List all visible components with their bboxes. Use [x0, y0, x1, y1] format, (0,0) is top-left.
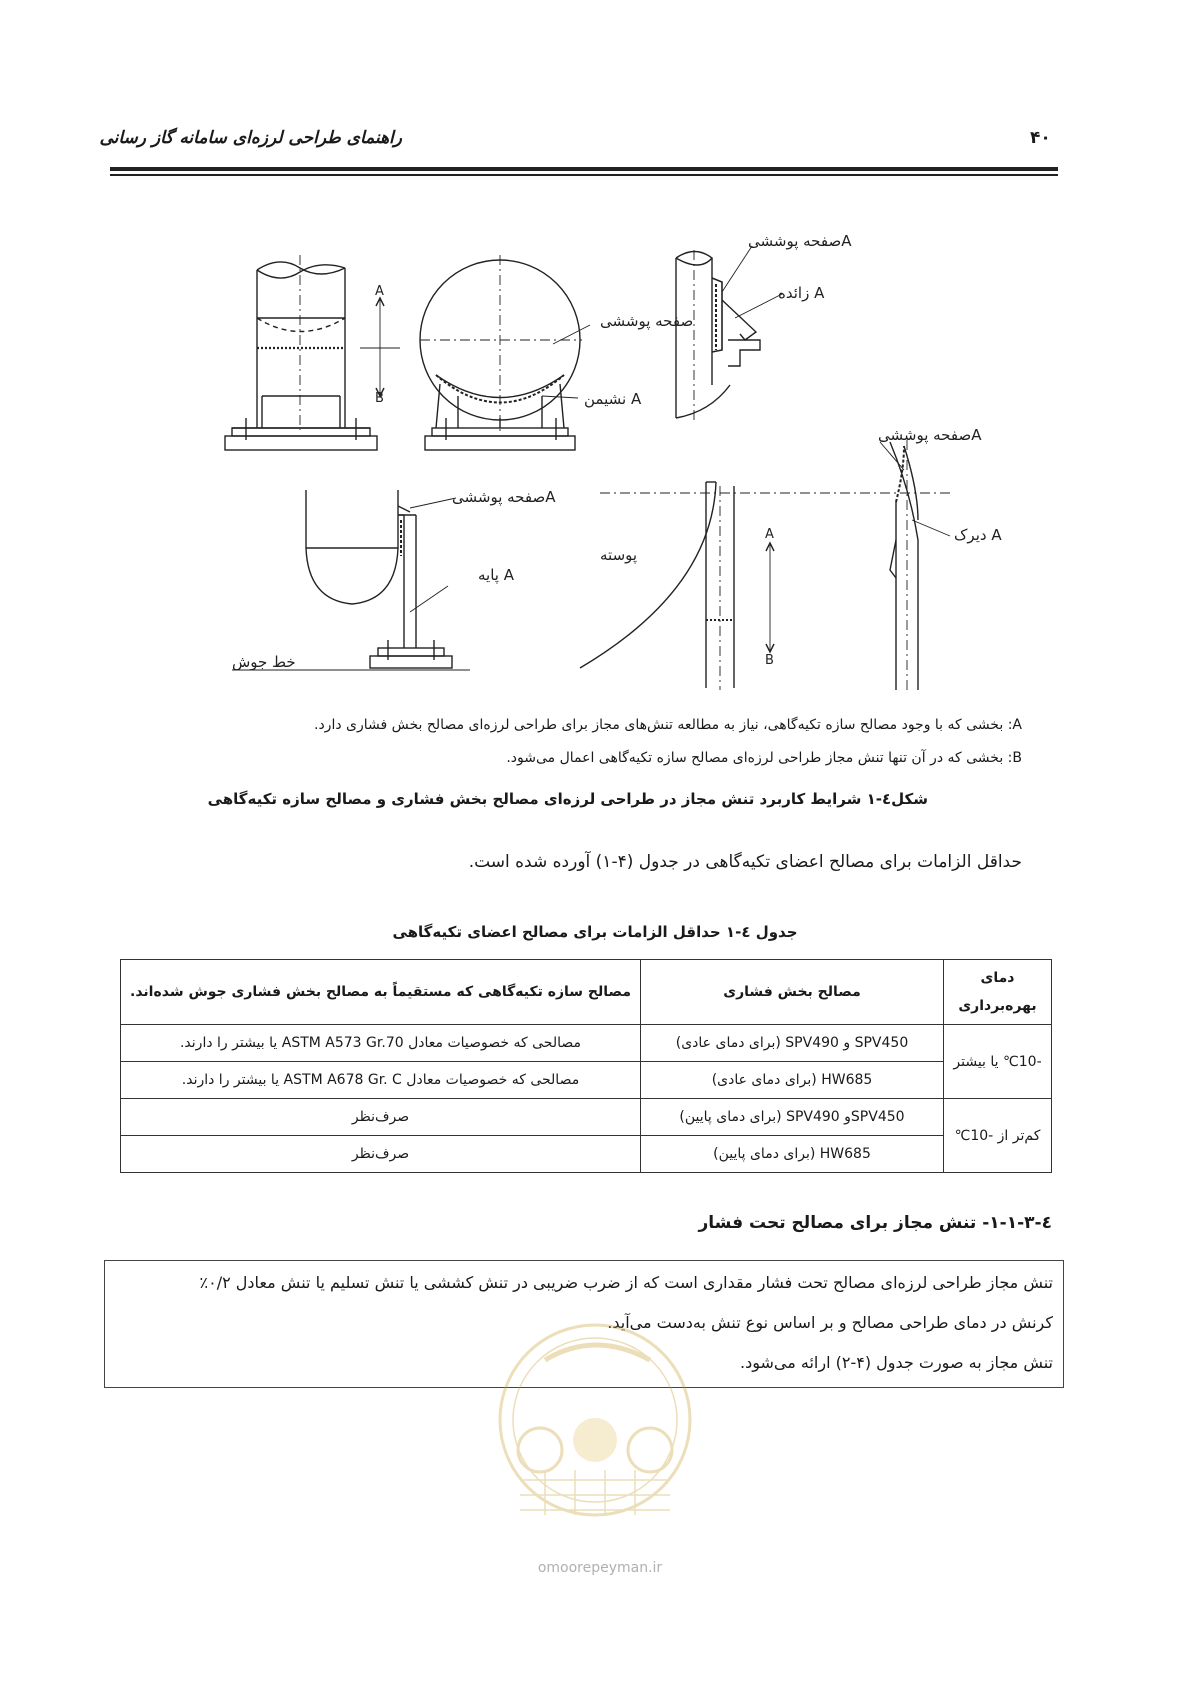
- figure-caption: شکل٤-١ شرایط کاربرد تنش مجاز در طراحی لرزه‌ای مصالح بخش فشاری و مصالح سازه تکیه‌گاهی: [207, 790, 928, 808]
- figure-label-cover-plate: صفحه پوششی: [600, 312, 694, 330]
- cell-support: صرف‌نظر: [121, 1136, 641, 1173]
- cell-pressure: SPV450و SPV490 (برای دمای پایین): [641, 1099, 944, 1136]
- figure-label-shell: پوسته: [600, 546, 638, 564]
- intro-paragraph: حداقل الزامات برای مصالح اعضای تکیه‌گاهی در جدول (۴-۱) آورده شده است.: [468, 852, 1022, 872]
- figure-label-b-1: B: [375, 391, 384, 406]
- figure-label-a-2: A: [765, 527, 774, 542]
- cell-support: صرف‌نظر: [121, 1099, 641, 1136]
- figure-note-b: B: بخشی که در آن تنها تنش مجاز طراحی لرزه‌ای مصالح سازه تکیه‌گاهی اعمال می‌شود.: [506, 750, 1022, 766]
- section-heading: ٤-٣-١-١- تنش مجاز برای مصالح تحت فشار: [698, 1213, 1052, 1233]
- cell-pressure: HW685 (برای دمای پایین): [641, 1136, 944, 1173]
- header-support: مصالح سازه تکیه‌گاهی که مستقیماً به مصالح بخش فشاری جوش شده‌اند.: [121, 960, 641, 1025]
- figure-label-cover-plate-a-2: صفحه پوششیA: [452, 488, 556, 506]
- running-header-title: راهنمای طراحی لرزه‌ای سامانه گاز رسانی: [99, 128, 402, 148]
- section-line-2: کرنش در دمای طراحی مصالح و بر اساس نوع تنش به‌دست می‌آید.: [607, 1313, 1053, 1332]
- cell-temp-1: -10℃ یا بیشتر: [944, 1025, 1052, 1099]
- figure-label-lug: زائده A: [778, 284, 825, 302]
- figure-note-a: A: بخشی که با وجود مصالح سازه تکیه‌گاهی، نیاز به مطالعه تنش‌های مجاز برای طراحی لرزه‌ای مصالح بخش فشاری دارد.: [314, 717, 1022, 733]
- figure-label-skirt: دیرک A: [954, 526, 1002, 544]
- table-caption: جدول ٤-١ حداقل الزامات برای مصالح اعضای تکیه‌گاهی: [392, 923, 798, 941]
- cell-pressure: SPV450 و SPV490 (برای دمای عادی): [641, 1025, 944, 1062]
- section-line-1: تنش مجاز طراحی لرزه‌ای مصالح تحت فشار مقداری است که از ضرب ضریبی در تنش کششی یا تنش تسلیم یا تنش معادل ۰/۲٪: [199, 1273, 1053, 1292]
- header-pressure: مصالح بخش فشاری: [641, 960, 944, 1025]
- page-number: ۴۰: [1030, 128, 1051, 148]
- figure-label-cover-plate-a: صفحه پوششیA: [748, 232, 852, 250]
- cell-pressure: HW685 (برای دمای عادی): [641, 1062, 944, 1099]
- cell-temp-2: کم‌تر از -10℃: [944, 1099, 1052, 1173]
- section-line-3: تنش مجاز به صورت جدول (۴-۲) ارائه می‌شود.: [740, 1353, 1053, 1372]
- figure-label-b-2: B: [765, 653, 774, 668]
- cell-support: مصالحی که خصوصیات معادل ASTM A573 Gr.70 یا بیشتر را دارند.: [121, 1025, 641, 1062]
- watermark-url: omoorepeyman.ir: [537, 1560, 663, 1576]
- figure-label-weld-line: خط جوش: [232, 653, 296, 671]
- figure-label-cover-plate-a-3: صفحه پوششیA: [878, 426, 982, 444]
- figure-label-leg: پایه A: [478, 566, 514, 584]
- figure-label-a-1: A: [375, 284, 384, 299]
- figure-label-saddle: نشیمن A: [584, 390, 642, 408]
- header-temp: دمای بهره‌برداری: [944, 960, 1052, 1025]
- cell-support: مصالحی که خصوصیات معادل ASTM A678 Gr. C یا بیشتر را دارند.: [121, 1062, 641, 1099]
